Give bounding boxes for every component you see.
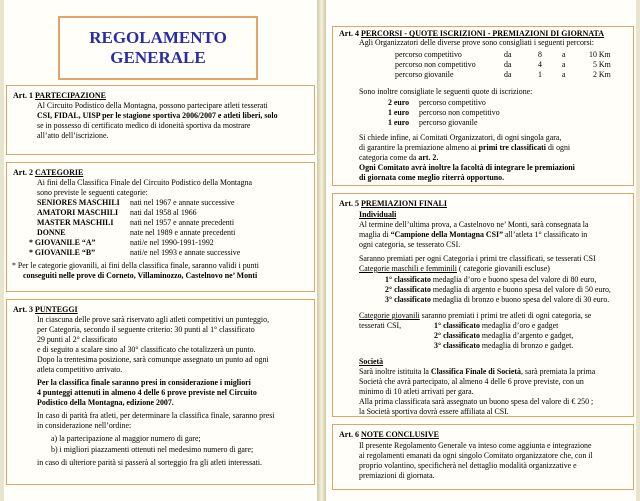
art3-tie: in considerazione nell’ordine: <box>37 421 132 430</box>
art3-box <box>6 299 315 485</box>
art3-heading: Art. 3 PUNTEGGI <box>13 305 78 314</box>
medal-row: 3° classificato medaglia di bronzo e buono spesa del valore di 30 euro. <box>385 295 610 304</box>
category-desc: nati nel 1967 e annate successive <box>130 198 235 207</box>
art3-bold: Per la classifica finale saranno presi in considerazione i migliori <box>37 378 251 387</box>
giov-row: 2° classificato medaglia d’argento e gadget, <box>434 331 574 340</box>
art3-line: In ciascuna delle prove sarà riservato agli atleti competitivi un punteggio, <box>37 315 270 324</box>
title-line2: GENERALE <box>110 48 206 67</box>
art3-bold: Podistico della Montagna, edizione 2007. <box>37 398 174 407</box>
art3-tie: In caso di parità fra atleti, per determinare la classifica finale, saranno presi <box>37 411 275 420</box>
route-km: 10 Km <box>589 50 611 59</box>
fee-amount: 1 euro <box>388 108 410 117</box>
art1-line: se in possesso di certificato medico di idoneità sportiva da mostrare <box>37 121 251 130</box>
art5-box <box>332 193 634 417</box>
art3-line: 29 punti al 2° classificato <box>37 335 118 344</box>
art3-bold: 4 punteggi attenuti in almeno 4 delle 6 prove previste nel Circuito <box>37 388 257 397</box>
art3-line: e di seguito a scalare sino al 30° classificato che totalizzerà un punto. <box>37 345 256 354</box>
art4-p5: di giornata come meglio riterrà opportuno. <box>359 173 505 182</box>
fee-desc: percorso giovanile <box>419 118 478 127</box>
art1-heading: Art. 1 PARTECIPAZIONE <box>13 91 106 100</box>
individuali-heading: Individuali <box>359 210 397 219</box>
art6-heading: Art. 6 NOTE CONCLUSIVE <box>339 430 440 439</box>
category-desc: nati/e nel 1993 e annate successive <box>130 248 241 257</box>
giov-row: 1° classificato medaglia d’oro e gadget <box>434 321 559 330</box>
art6-line: ai regolamenti emanati da ogni singolo Comitato organizzatore che, con il <box>359 451 593 460</box>
route-min: 8 <box>538 50 542 59</box>
fee-desc: percorso non competitivo <box>419 108 500 117</box>
art4-p4: Ogni Comitato avrà inoltre la facoltà di integrare le premiazioni <box>359 163 575 172</box>
category-name: * GIOVANILE “A” <box>29 238 96 247</box>
category-desc: nati/e nel 1990-1991-1992 <box>130 238 214 247</box>
art3-line: per Categoria, secondo il seguente criterio: 30 punti al 1° classificato <box>37 325 255 334</box>
art5-soc: Alla prima classificata sarà assegnato un buono spesa del valore di € 250 ; <box>359 397 594 406</box>
fee-amount: 2 euro <box>388 98 410 107</box>
category-name: * GIOVANILE “B” <box>29 248 96 257</box>
route-name: percorso competitivo <box>395 50 462 59</box>
societa-heading: Società <box>359 357 384 366</box>
art2-intro: Ai fini della Classifica Finale del Circuito Podistico della Montagna <box>37 178 252 187</box>
route-a: a <box>562 70 566 79</box>
category-desc: nati nel 1957 e annate precedenti <box>130 218 235 227</box>
fee-desc: percorso competitivo <box>419 98 486 107</box>
art3-tie-b: b) i migliori piazzamenti ottenuti nel medesimo numero di gare; <box>51 445 254 454</box>
art5-prem-head: Categorie maschili e femminili ( categorie giovanili escluse) <box>359 264 550 273</box>
medal-row: 1° classificato medaglia d’oro e buono spesa del valore di 80 euro, <box>385 275 597 284</box>
art4-p3: categoria come da art. 2. <box>359 153 439 162</box>
art5-soc: la Società sportiva dovrà essere affiliata al CSI. <box>359 407 509 416</box>
route-name: percorso giovanile <box>395 70 454 79</box>
route-min: 4 <box>538 60 542 69</box>
art1-box <box>6 85 315 155</box>
art4-p2: di garantire la premiazione almeno ai primi tre classificati di ogni <box>359 143 571 152</box>
art6-line: Il presente Regolamento Generale va inteso come aggiunta e integrazione <box>359 441 592 450</box>
art3-line: Dopo la trentesima posizione, sarà comunque assegnato un punto ad ogni <box>37 355 269 364</box>
route-km: 5 Km <box>593 60 611 69</box>
title-line1: REGOLAMENTO <box>89 28 227 47</box>
category-desc: nate nel 1989 e annate precedenti <box>130 228 236 237</box>
medal-row: 2° classificato medaglia di argento e buono spesa del valore di 50 euro, <box>385 285 611 294</box>
art5-soc: Sarà inoltre istituita la Classifica Finale di Società, sarà premiata la prima <box>359 367 596 376</box>
art2-heading: Art. 2 CATEGORIE <box>13 168 84 177</box>
art3-tie-a: a) la partecipazione al maggior numero di gare; <box>51 434 201 443</box>
art5-prem: Saranno premiati per ogni Categoria i primi tre classificati, se tesserati CSI <box>359 254 596 263</box>
page-spine <box>317 0 326 501</box>
art5-ind: maglia di “Campione della Montagna CSI” all’atleta 1° classificato in <box>359 230 588 239</box>
art5-soc: Società che avrà partecipato, al almeno 4 delle 6 prove previste, con un <box>359 377 584 386</box>
art6-box <box>332 424 634 490</box>
title-box <box>58 16 258 80</box>
art3-line: atleta competitivo arrivato. <box>37 365 123 374</box>
route-min: 1 <box>538 70 542 79</box>
route-a: a <box>562 60 566 69</box>
art4-heading: Art. 4 PERCORSI - QUOTE ISCRIZIONI - PREMIAZIONI DI GIORNATA <box>339 29 605 38</box>
category-name: DONNE <box>37 228 66 237</box>
art5-ind: Al termine dell’ultima prova, a Castelnovo ne’ Monti, sarà consegnata la <box>359 220 589 229</box>
route-name: percorso non competitivo <box>395 60 476 69</box>
route-km: 2 Km <box>593 70 611 79</box>
category-desc: nati dal 1958 al 1966 <box>130 208 197 217</box>
art5-soc: minimo di 10 atleti arrivati per gara. <box>359 387 474 396</box>
art5-ind: ogni categoria, se tesserato CSI. <box>359 240 461 249</box>
art1-line: CSI, FIDAL, UISP per le stagione sportiva 2006/2007 e atleti liberi, solo <box>37 111 278 120</box>
art2-note: conseguiti nelle prove di Corneto, Villaminozzo, Castelnovo ne’ Monti <box>23 271 258 280</box>
art1-line: Al Circuito Podistico della Montagna, possono partecipare atleti tesserati <box>37 101 268 110</box>
route-da: da <box>504 60 512 69</box>
art3-tie-c: in caso di ulteriore parità si passerà al sorteggio fra gli atleti interessati. <box>37 458 263 467</box>
giov-row: 3° classificato medaglia di bronzo e gadget. <box>434 341 574 350</box>
art5-giov-head: Categorie giovanili saranno premiati i primi tre atleti di ogni categoria, se <box>359 311 592 320</box>
route-a: a <box>562 50 566 59</box>
category-name: AMATORI MASCHILI <box>37 208 119 217</box>
category-name: SENIORES MASCHILI <box>37 198 120 207</box>
art1-line: all’atto dell’iscrizione. <box>37 131 109 140</box>
category-name: MASTER MASCHILI <box>37 218 114 227</box>
art5-giov-line: tesserati CSI, <box>359 321 402 330</box>
art4-p1: Si chiede infine, ai Comitati Organizzatori, di ogni singola gara, <box>359 133 562 142</box>
art5-heading: Art. 5 PREMIAZIONI FINALI <box>339 199 448 208</box>
art6-line: premiazioni di giornata. <box>359 471 435 480</box>
art4-box <box>332 26 634 186</box>
art6-line: proprio volantino, specificherà nel dettaglio modalità organizzative e <box>359 461 577 470</box>
art2-intro: sono previste le seguenti categorie: <box>37 188 148 197</box>
fee-amount: 1 euro <box>388 118 410 127</box>
art4-intro: Agli Organizzatori delle diverse prove sono consigliati i seguenti percorsi: <box>359 38 594 47</box>
art2-box <box>6 162 315 292</box>
route-da: da <box>504 50 512 59</box>
route-da: da <box>504 70 512 79</box>
fees-intro: Sono inoltre consigliate le seguenti quote di iscrizione: <box>359 87 533 96</box>
art2-note: * Per le categorie giovanili, ai fini della classifica finale, saranno validi i punti <box>12 261 259 270</box>
